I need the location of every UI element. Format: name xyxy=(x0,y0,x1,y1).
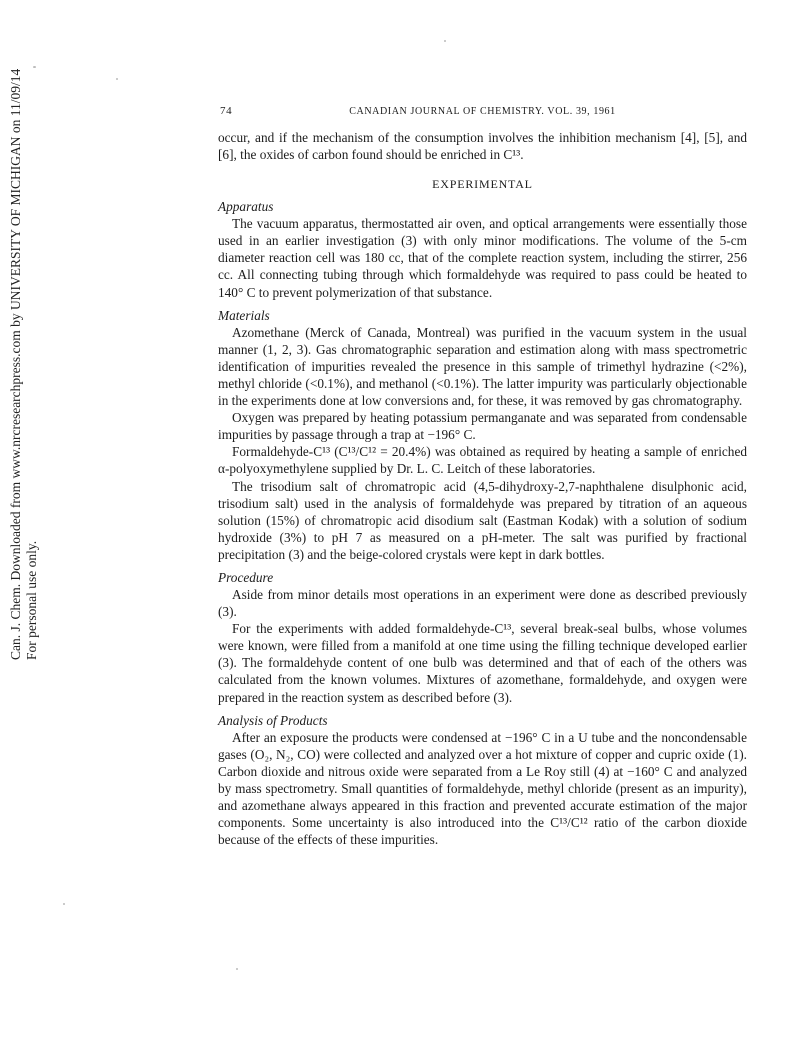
article-page xyxy=(218,105,747,848)
materials-paragraph: Azomethane (Merck of Canada, Montreal) was purified in the vacuum system in the usual manner (1, 2, 3). Gas chromatographic separation and estimation along with mass spectrometric identification of impurities revealed the presence in this sample of trimethyl hydrazine (<2%), methyl chloride (<0.1%), and methanol (<0.1%). The latter impurity was particularly objectionable in the experiments done at low conversions and, for these, it was removed by gas chromatography. xyxy=(218,324,747,409)
page-number: 74 xyxy=(220,105,233,117)
materials-paragraph: Formaldehyde-C¹³ (C¹³/C¹² = 20.4%) was obtained as required by heating a sample of enriched α-polyoxymethylene supplied by Dr. L. C. Leitch of these laboratories. xyxy=(218,444,747,477)
procedure-paragraph: Aside from minor details most operations in an experiment were done as described previously (3). xyxy=(218,586,747,620)
procedure-heading: Procedure xyxy=(218,569,274,585)
download-notice-line-2: For personal use only. xyxy=(24,540,39,660)
scan-speck xyxy=(444,40,446,42)
apparatus-heading: Apparatus xyxy=(218,199,274,215)
scan-speck xyxy=(63,903,65,905)
materials-heading: Materials xyxy=(218,307,270,323)
section-title: EXPERIMENTAL xyxy=(432,177,533,192)
running-head xyxy=(218,105,747,120)
procedure-paragraph: For the experiments with added formaldehyde-C¹³, several break-seal bulbs, whose volumes were known, were filled from a manifold at one time using the filling technique developed earlier (3). The formaldehyde content of one bulb was determined and that of each of the others was calculated from the known volumes. Mixtures of azomethane, formaldehyde, and oxygen were prepared in the reaction system as described before (3). xyxy=(218,621,747,705)
intro-paragraph: occur, and if the mechanism of the consumption involves the inhibition mechanism [4], [5], and [6], the oxides of carbon found should be enriched in C¹³. xyxy=(218,130,747,163)
download-notice-line-1: Can. J. Chem. Downloaded from www.nrcresearchpress.com by UNIVERSITY OF MICHIGAN on 11/09/14 xyxy=(8,68,23,660)
materials-paragraph: The trisodium salt of chromatropic acid (4,5-dihydroxy-2,7-naphthalene disulphonic acid, trisodium salt) used in the analysis of formaldehyde was prepared by titration of an aqueous solution (15%) of chromatropic acid disodium salt (Eastman Kodak) with a solution of sodium hydroxide (3%) to pH 7 as measured on a pH-meter. The salt was purified by fractional precipitation (3) and the beige-colored crystals were kept in dark bottles. xyxy=(218,478,747,562)
apparatus-paragraph: The vacuum apparatus, thermostatted air oven, and optical arrangements were essentially those used in an earlier investigation (3) with only minor modifications. The volume of the 5-cm diameter reaction cell was 180 cc, that of the complete reaction system, including the stirrer, 256 cc. All connecting tubing through which formaldehyde was required to pass could be heated to 140° C to prevent polymerization of that substance. xyxy=(218,216,747,300)
materials-paragraph: Oxygen was prepared by heating potassium permanganate and was separated from condensable impurities by passage through a trap at −196° C. xyxy=(218,410,747,443)
download-notice xyxy=(8,68,44,660)
analysis-heading: Analysis of Products xyxy=(218,712,328,728)
scan-speck xyxy=(33,66,36,68)
scan-speck xyxy=(236,968,238,970)
scan-speck xyxy=(116,78,118,80)
analysis-paragraph: After an exposure the products were condensed at −196° C in a U tube and the noncondensable gases (O₂, N₂, CO) were collected and analyzed over a hot mixture of copper and cupric oxide (1). Carbon dioxide and nitrous oxide were separated from a Le Roy still (4) at −160° C and analyzed by mass spectrometry. Small quantities of formaldehyde, methyl chloride (present as an impurity), and azomethane always appeared in this fraction and prevented accurate estimation of the major components. Some uncertainty is also introduced into the C¹³/C¹² ratio of the carbon dioxide because of the effects of these impurities. xyxy=(218,729,747,848)
journal-title: CANADIAN JOURNAL OF CHEMISTRY. VOL. 39, 1961 xyxy=(349,106,616,117)
